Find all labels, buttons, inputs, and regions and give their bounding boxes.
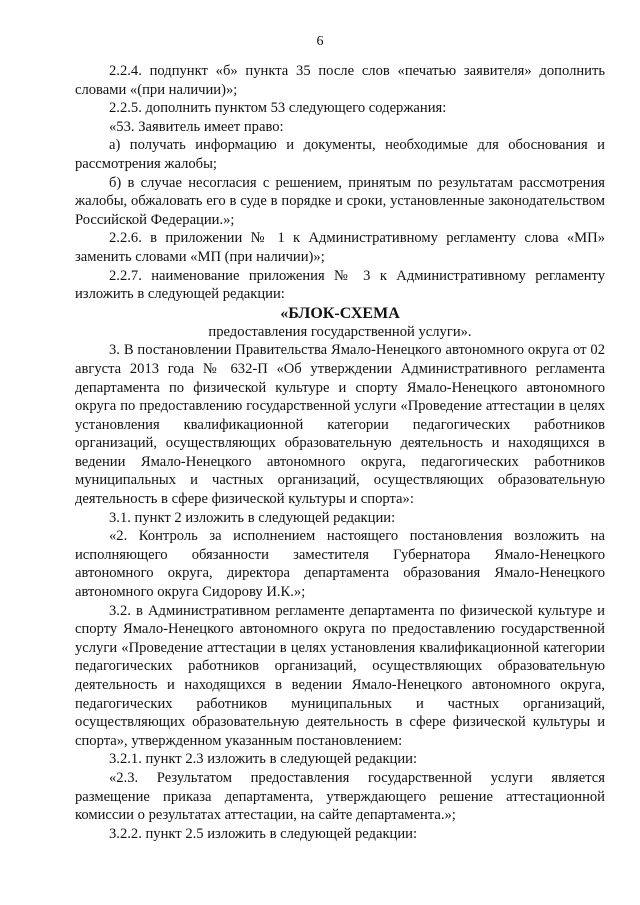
- paragraph-2-3: «2.3. Результатом предоставления государственной услуги является размещение приказа департамента, утверждающего решение аттестационной комиссии о результатах аттестации, на сайте департамента.»;: [75, 769, 605, 824]
- paragraph-2-2-4: 2.2.4. подпункт «б» пункта 35 после слов «печатью заявителя» дополнить словами «(при наличии)»;: [75, 63, 605, 98]
- paragraph-2-2-5: 2.2.5. дополнить пунктом 53 следующего содержания:: [109, 100, 447, 117]
- paragraph-3: 3. В постановлении Правительства Ямало-Ненецкого автономного округа от 02 августа 2013 года № 632-П «Об утверждении Административного регламента департамента по физической культуре и спорту Ямало-Ненецкого автономного округа по предоставлению государственной услуги «Проведение аттестации в целях установления квалификационной категории педагогических работников организаций, осуществляющих образовательную деятельность и находящихся в ведении Ямало-Ненецкого автономного округа, педагогических работников муниципальных и частных организаций, осуществляющих образовательную деятельность в сфере физической культуры и спорта»:: [75, 342, 605, 508]
- paragraph-3-2: 3.2. в Административном регламенте департамента по физической культуре и спорту Ямало-Ненецкого автономного округа по предоставлению государственной услуги «Проведение аттестации в целях установления квалификационной категории педагогических работников организаций, осуществляющих образовательную деятельность и находящихся в ведении Ямало-Ненецкого автономного округа, педагогических работников муниципальных и частных организаций, осуществляющих образовательную деятельность в сфере физической культуры и спорта», утвержденном указанным постановлением:: [75, 602, 605, 749]
- page-number: 6: [316, 34, 324, 49]
- paragraph-3-2-1: 3.2.1. пункт 2.3 изложить в следующей редакции:: [109, 751, 418, 768]
- paragraph-53-intro: «53. Заявитель имеет право:: [109, 118, 284, 135]
- paragraph-2-2-7: 2.2.7. наименование приложения № 3 к Административному регламенту изложить в следующей редакции:: [75, 267, 605, 303]
- paragraph-3-2-2: 3.2.2. пункт 2.5 изложить в следующей редакции:: [109, 825, 418, 842]
- block-scheme-title: «БЛОК-СХЕМА: [280, 304, 400, 322]
- paragraph-2-control: «2. Контроль за исполнением настоящего постановления возложить на исполняющего обязанности заместителя Губернатора Ямало-Ненецкого автономного округа, директора департамента образования Ямало-Ненецкого автономного округа Сидорову И.К.»;: [75, 528, 605, 601]
- paragraph-53-b: б) в случае несогласия с решением, принятым по результатам рассмотрения жалобы, обжаловать его в суде в порядке и сроки, установленные законодательством Российской Федерации.»;: [75, 174, 605, 228]
- block-scheme-subtitle: предоставления государственной услуги».: [208, 323, 472, 340]
- document-body: [75, 62, 605, 843]
- paragraph-2-2-6: 2.2.6. в приложении № 1 к Административному регламенту слова «МП» заменить словами «МП (при наличии)»;: [75, 230, 605, 265]
- paragraph-53-a: а) получать информацию и документы, необходимые для обоснования и рассмотрения жалобы;: [75, 137, 605, 172]
- paragraph-3-1: 3.1. пункт 2 изложить в следующей редакции:: [109, 509, 396, 526]
